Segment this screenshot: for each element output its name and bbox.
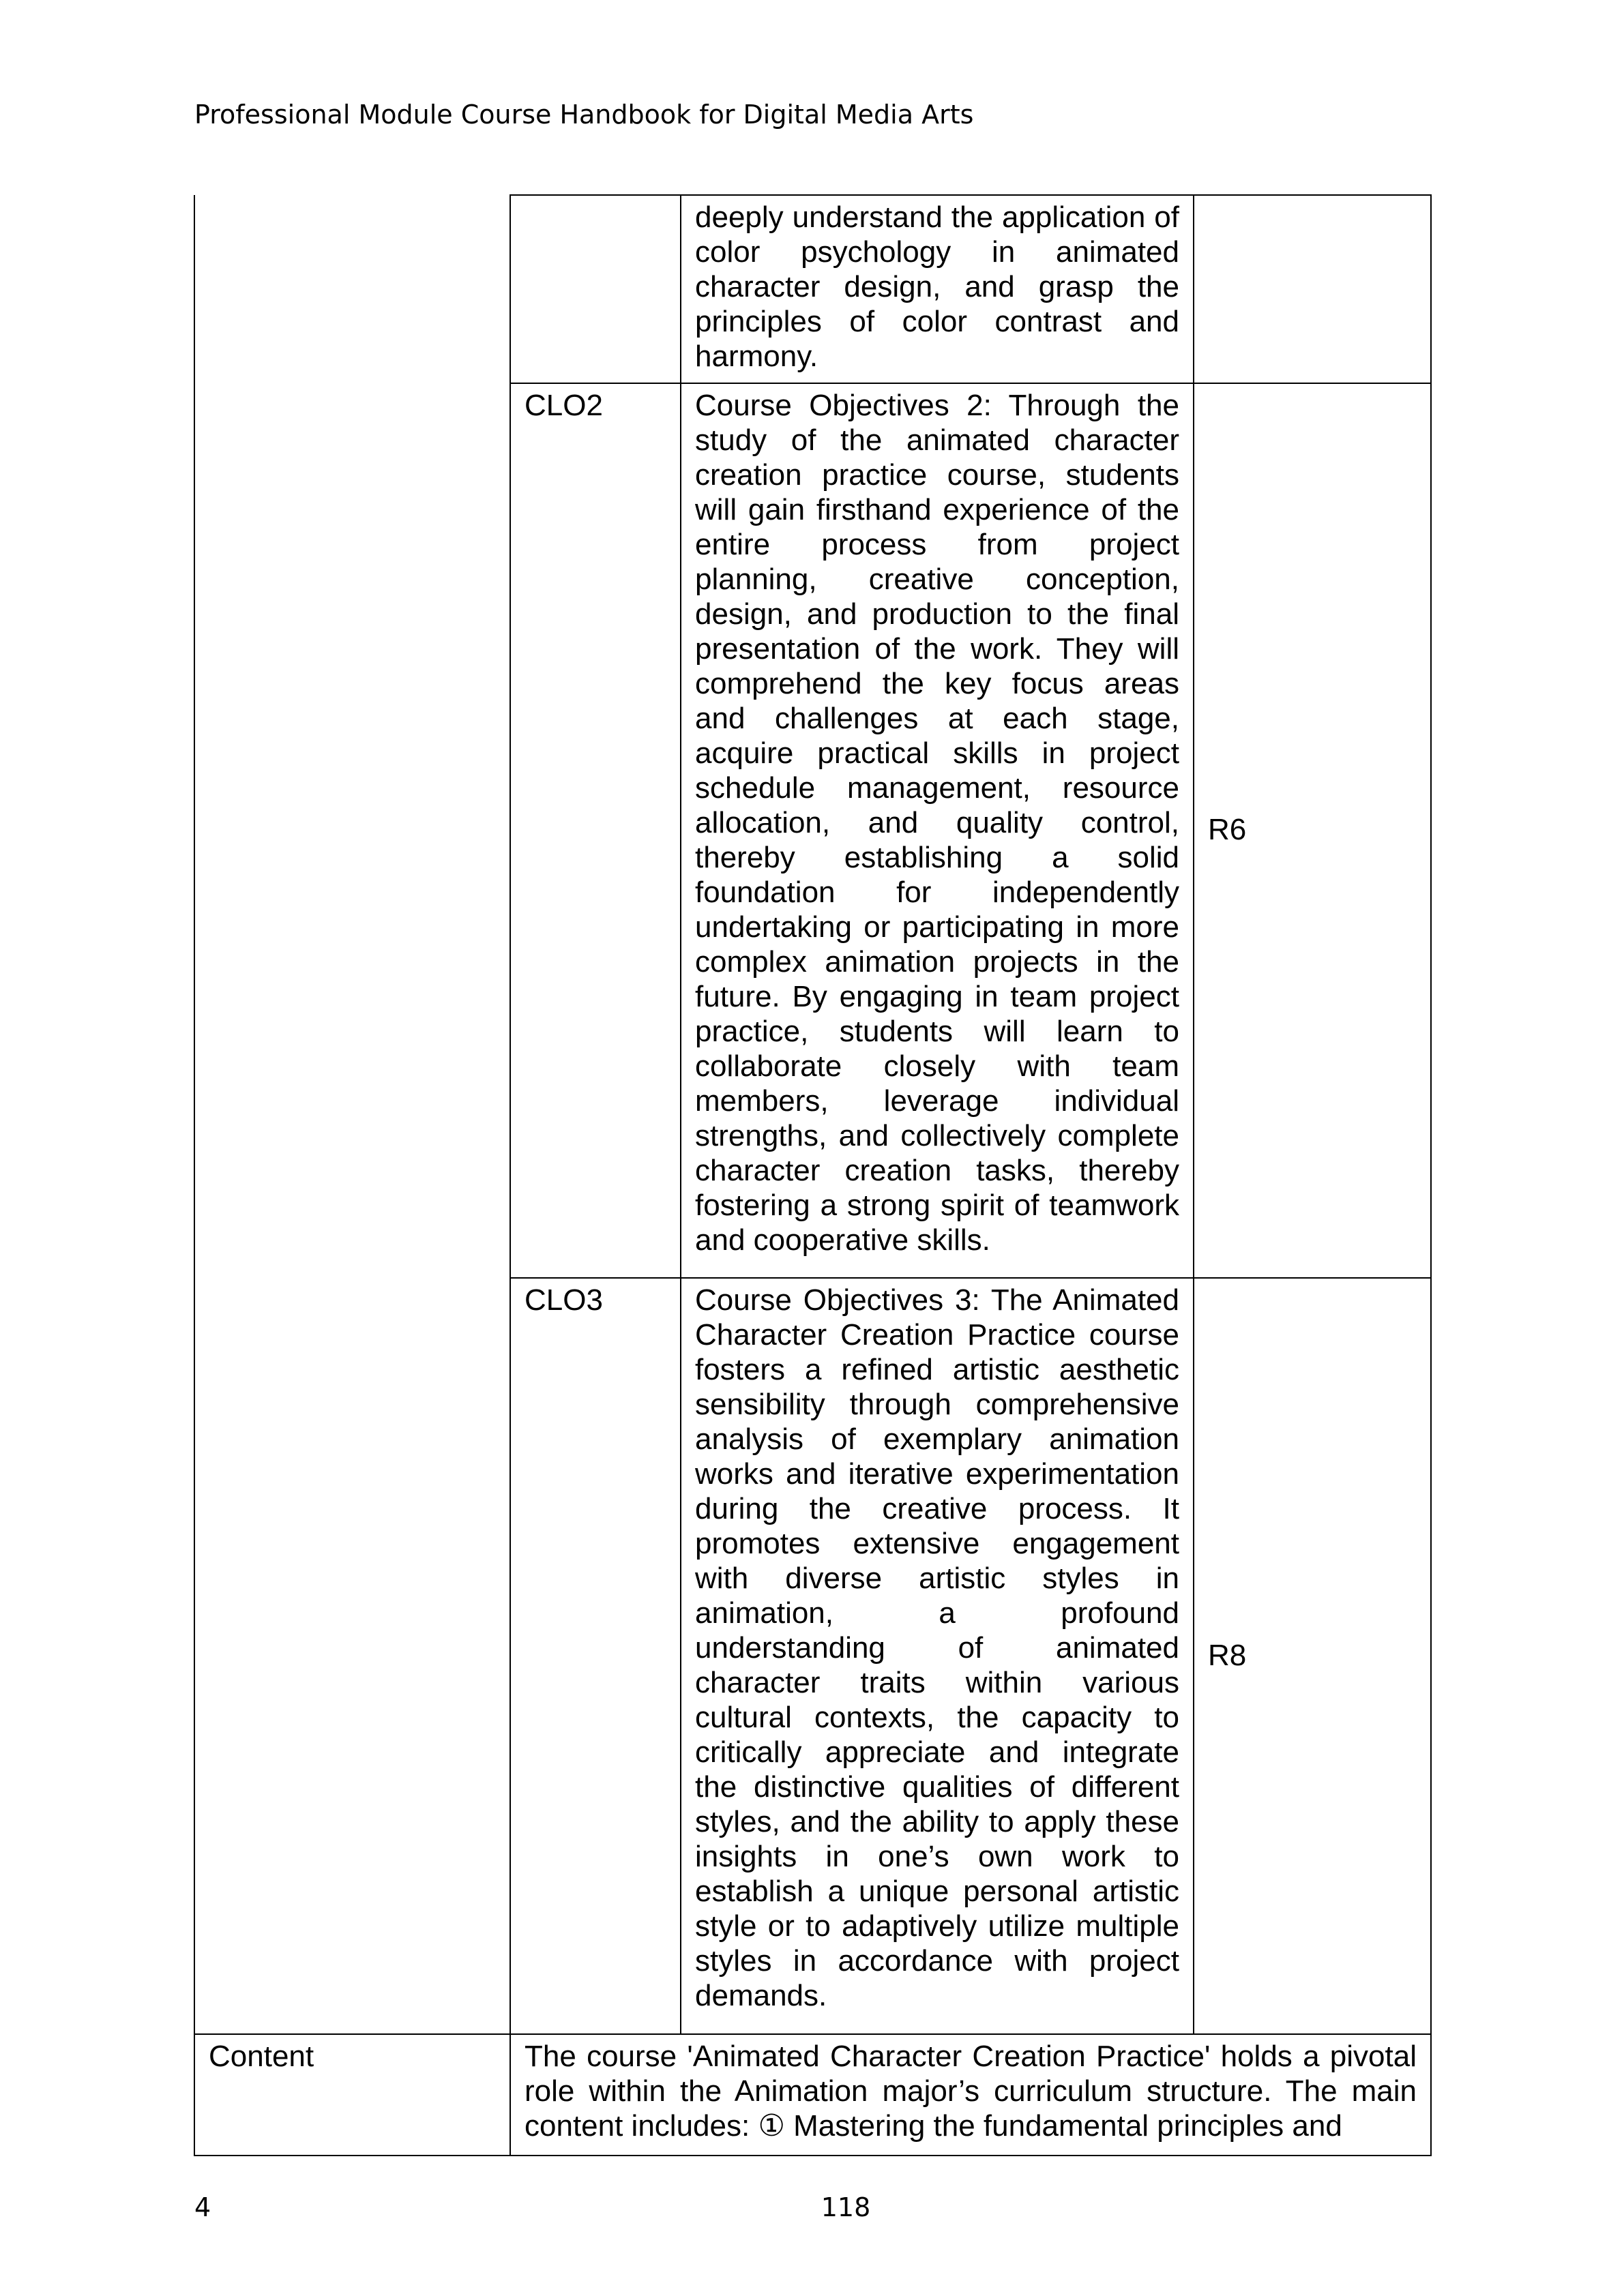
table-row [194,195,1431,383]
content-row [194,2034,1431,2156]
course-objectives-table [194,194,1432,2156]
empty-label-cell [194,195,510,2034]
objective-text-cell: Course Objectives 3: The Animated Character Creation Practice course fosters a refined artistic aesthetic sensibility through comprehensive analysis of exemplary animation works and iterative experimentation during the creative process. It promotes extensive engagement with diverse artistic styles in animation, a profound understanding of animated character traits within various cultural contexts, the capacity to critically appreciate and integrate the distinctive qualities of different styles, and the ability to apply these insights in one’s own work to establish a unique personal artistic style or to adaptively utilize multiple styles in accordance with project demands. [681,1278,1194,2034]
clo-code-cell [510,195,681,383]
content-text-cell: The course 'Animated Character Creation Practice' holds a pivotal role within the Animation major’s curriculum structure. The main content includes: ① Mastering the fundamental principles and [510,2034,1431,2156]
outcome-cell [1194,195,1431,383]
objective-text-cell: deeply understand the application of color psychology in animated character design, and grasp the principles of color contrast and harmony. [681,195,1194,383]
objective-text-cell: Course Objectives 2: Through the study of the animated character creation practice course, students will gain firsthand experience of the entire process from project planning, creative conception, design, and production to the final presentation of the work. They will comprehend the key focus areas and challenges at each stage, acquire practical skills in project schedule management, resource allocation, and quality control, thereby establishing a solid foundation for independently undertaking or participating in more complex animation projects in the future. By engaging in team project practice, students will learn to collaborate closely with team members, leverage individual strengths, and collectively complete character creation tasks, thereby fostering a strong spirit of teamwork and cooperative skills. [681,383,1194,1278]
clo-code-cell: CLO2 [510,383,681,1278]
page-number: 118 [821,2192,871,2222]
running-header: Professional Module Course Handbook for Digital Media Arts [194,100,974,130]
clo-code-cell: CLO3 [510,1278,681,2034]
content-label-cell: Content [194,2034,510,2156]
outcome-cell: R8 [1194,1278,1431,2034]
footer-left-number: 4 [194,2192,211,2222]
outcome-cell: R6 [1194,383,1431,1278]
